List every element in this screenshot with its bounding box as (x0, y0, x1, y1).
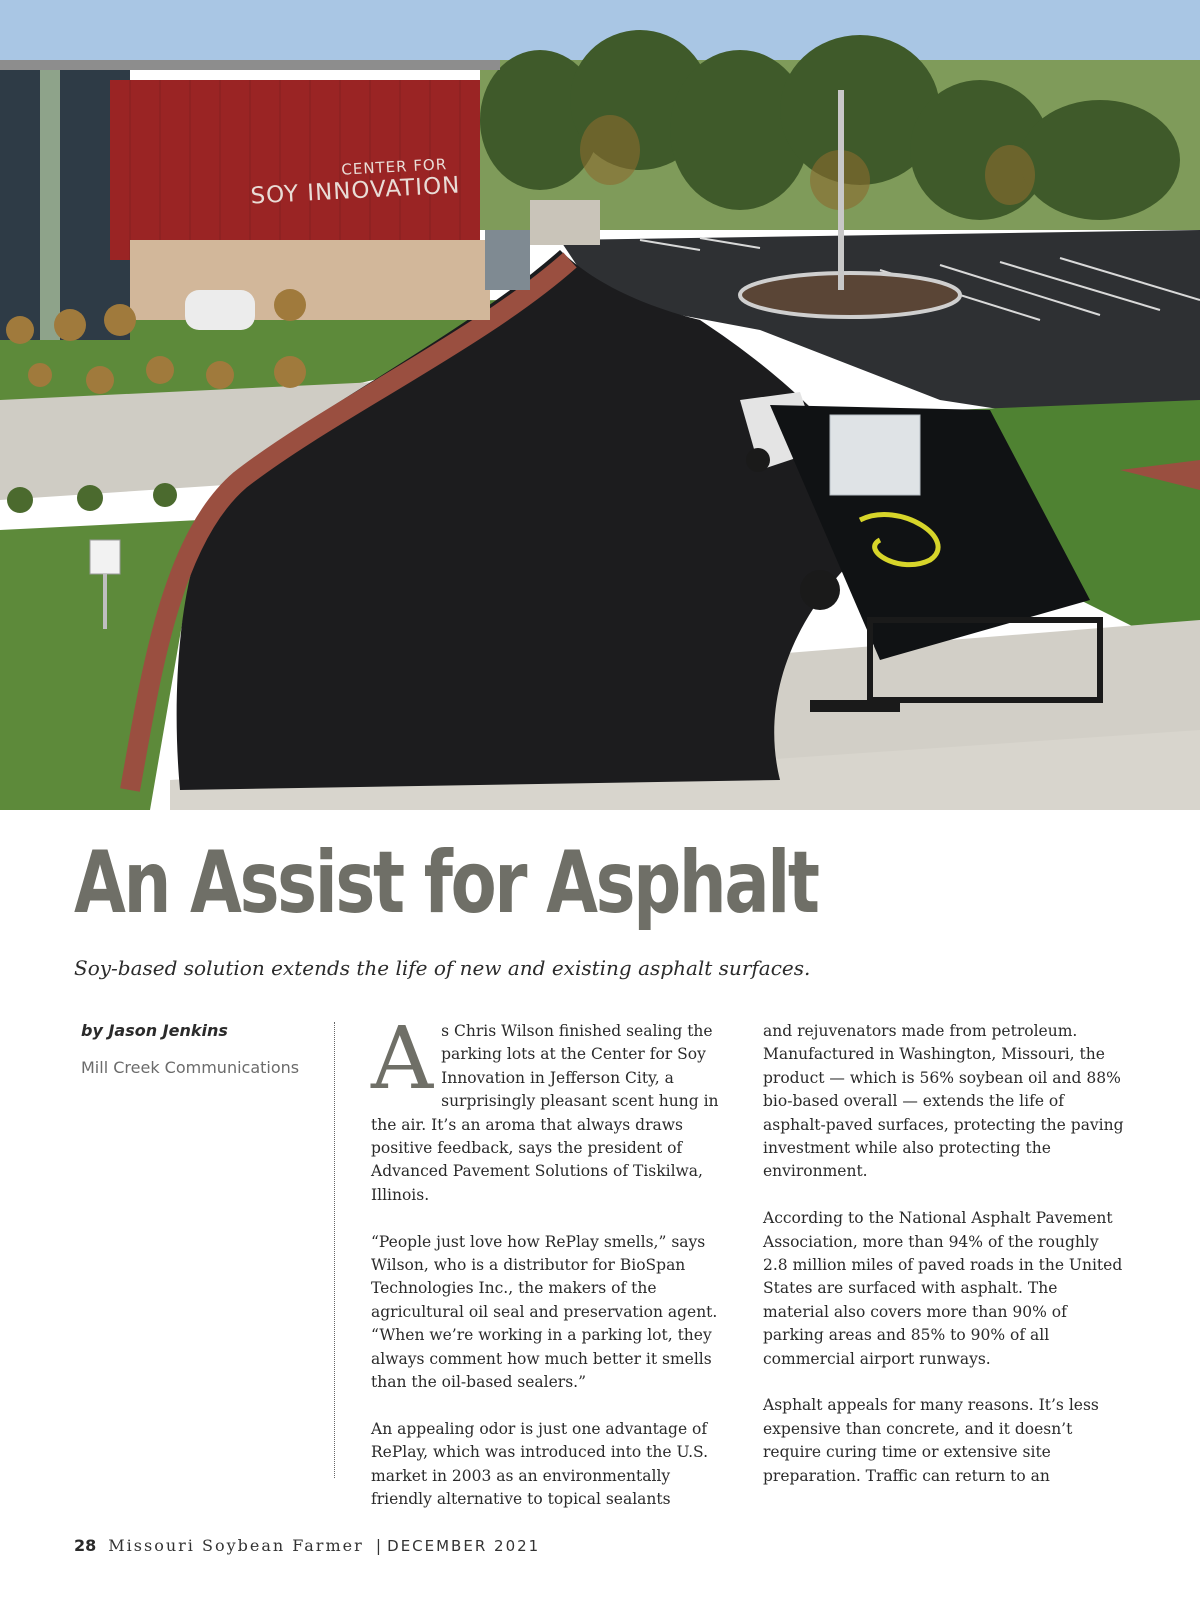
paragraph: An appealing odor is just one advantage of RePlay, which was introduced into the U.S. market in 2003 as an environmentally friendly alternative to topical sealants (371, 1419, 709, 1509)
byline (81, 1021, 321, 1077)
article-headline: An Assist for Asphalt (74, 833, 818, 933)
sign-line-2: SOY INNOVATION (249, 172, 462, 210)
drop-cap: A (371, 1009, 434, 1109)
article-deck: Soy-based solution extends the life of new and existing asphalt surfaces. (74, 956, 811, 980)
page-footer (74, 1536, 540, 1555)
author-organization: Mill Creek Communications (81, 1058, 300, 1077)
issue-date: DECEMBER 2021 (387, 1537, 541, 1555)
page-number: 28 (74, 1536, 97, 1555)
magazine-title: Missouri Soybean Farmer (108, 1536, 364, 1555)
paragraph: “People just love how RePlay smells,” says Wilson, who is a distributor for BioSpan Technologies Inc., the makers of the agricultural oil seal and preservation agent. “When we’re working in a parking lot, they always comment how much better it smells than the oil-based sealers.” (371, 1232, 718, 1392)
sign-line-1: CENTER FOR (340, 155, 448, 179)
paragraph: and rejuvenators made from petroleum. Manufactured in Washington, Missouri, the product — which is 56% soybean oil and 88% bio-based overall — extends the life of asphalt-paved surfaces, protecting the paving investment while also protecting the environment. (763, 1022, 1124, 1181)
paragraph: Asphalt appeals for many reasons. It’s less expensive than concrete, and it doesn’t require curing time or extensive site preparation. Traffic can return to an (763, 1396, 1099, 1485)
author-name: by Jason Jenkins (81, 1021, 228, 1040)
paragraph: According to the National Asphalt Pavement Association, more than 94% of the roughly 2.8 million miles of paved roads in the United States are surfaced with asphalt. The material also covers more than 90% of parking areas and 85% to 90% of all commercial airport runways. (763, 1209, 1123, 1368)
footer-separator: | (375, 1536, 382, 1555)
article-column-2 (763, 1020, 1127, 1511)
article-column-1 (371, 1009, 735, 1535)
column-divider (334, 1022, 335, 1478)
paragraph-text: s Chris Wilson finished sealing the parking lots at the Center for Soy Innovation in Jefferson City, a surprisingly pleasant scent hung in the air. It’s an aroma that always draws positive feedback, says the president of Advanced Pavement Solutions of Tiskilwa, Illinois. (371, 1022, 719, 1204)
paragraph (371, 1009, 735, 1207)
